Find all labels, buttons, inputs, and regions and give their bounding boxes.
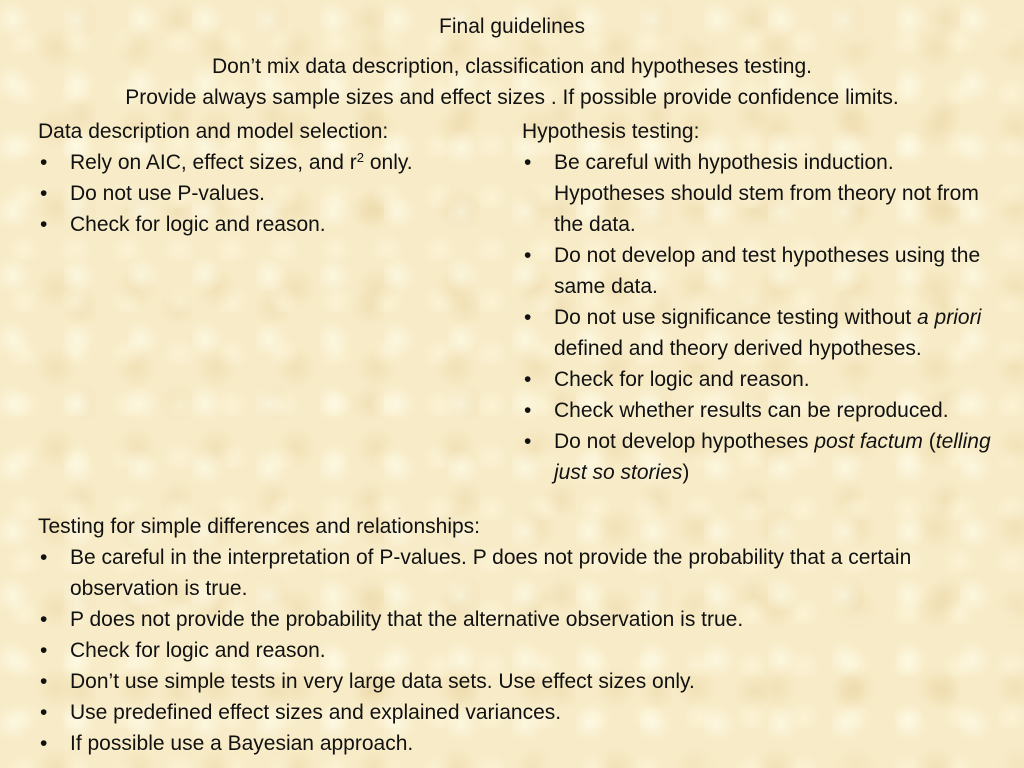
italic-text: a priori bbox=[917, 306, 982, 329]
bullet: • bbox=[40, 151, 48, 174]
list-item bbox=[522, 395, 1002, 426]
bullet: • bbox=[524, 151, 532, 174]
simple-tests-section bbox=[38, 511, 998, 759]
bullet: • bbox=[40, 639, 48, 662]
item-text: Be careful in the interpretation of P-values. P does not provide the probability that a certain observation is true. bbox=[70, 546, 912, 600]
list-item bbox=[522, 147, 1002, 240]
section-heading: Data description and model selection: bbox=[38, 120, 389, 143]
item-text: Do not use significance testing without bbox=[554, 306, 918, 329]
bullet: • bbox=[524, 244, 532, 267]
bullet: • bbox=[40, 701, 48, 724]
bullet: • bbox=[40, 213, 48, 236]
list-item bbox=[38, 635, 998, 666]
slide-title: Final guidelines bbox=[439, 15, 585, 38]
item-text: ( bbox=[922, 430, 936, 453]
data-description-section bbox=[38, 116, 488, 240]
bullet: • bbox=[524, 306, 532, 329]
list-item bbox=[38, 178, 488, 209]
item-text: Check for logic and reason. bbox=[70, 639, 326, 662]
subtitle-mixing: Don’t mix data description, classification and hypotheses testing. bbox=[212, 55, 812, 78]
superscript: 2 bbox=[356, 150, 364, 165]
section-heading: Hypothesis testing: bbox=[522, 120, 700, 143]
item-text: Don’t use simple tests in very large data sets. Use effect sizes only. bbox=[70, 670, 695, 693]
bullet: • bbox=[40, 546, 48, 569]
item-text: ) bbox=[682, 461, 690, 484]
item-text: Do not develop and test hypotheses using the same data. bbox=[554, 244, 981, 298]
italic-text: post factum bbox=[814, 430, 923, 453]
bullet: • bbox=[40, 182, 48, 205]
list-item bbox=[522, 364, 1002, 395]
item-text: Rely on AIC, effect sizes, and r bbox=[70, 151, 357, 174]
list-item bbox=[38, 604, 998, 635]
item-text: Check for logic and reason. bbox=[70, 213, 326, 236]
italic-text: telling just so stories bbox=[554, 430, 991, 484]
item-text: Use predefined effect sizes and explained variances. bbox=[70, 701, 562, 724]
item-text: P does not provide the probability that the alternative observation is true. bbox=[70, 608, 744, 631]
item-text: Be careful with hypothesis induction. Hypotheses should stem from theory not from the data. bbox=[554, 151, 979, 236]
section-heading: Testing for simple differences and relationships: bbox=[38, 515, 481, 538]
list-item bbox=[38, 666, 998, 697]
item-text: If possible use a Bayesian approach. bbox=[70, 732, 414, 755]
list-item bbox=[522, 240, 1002, 302]
list-item bbox=[522, 426, 1002, 488]
bullet: • bbox=[40, 670, 48, 693]
hypothesis-testing-section bbox=[522, 116, 1002, 488]
bullet: • bbox=[524, 399, 532, 422]
bullet: • bbox=[524, 430, 532, 453]
bullet: • bbox=[40, 732, 48, 755]
item-text: Check whether results can be reproduced. bbox=[554, 399, 949, 422]
subtitle-sample-sizes: Provide always sample sizes and effect sizes . If possible provide confidence limits. bbox=[125, 86, 899, 109]
item-text: Do not develop hypotheses bbox=[554, 430, 815, 453]
item-text: defined and theory derived hypotheses. bbox=[554, 337, 922, 360]
list-item bbox=[38, 209, 488, 240]
list-item bbox=[38, 697, 998, 728]
bullet: • bbox=[40, 608, 48, 631]
item-text: Check for logic and reason. bbox=[554, 368, 810, 391]
list-item bbox=[522, 302, 1002, 364]
item-text: Do not use P-values. bbox=[70, 182, 265, 205]
item-text: only. bbox=[364, 151, 413, 174]
list-item bbox=[38, 542, 998, 604]
list-item bbox=[38, 728, 998, 759]
list-item bbox=[38, 147, 488, 178]
bullet: • bbox=[524, 368, 532, 391]
